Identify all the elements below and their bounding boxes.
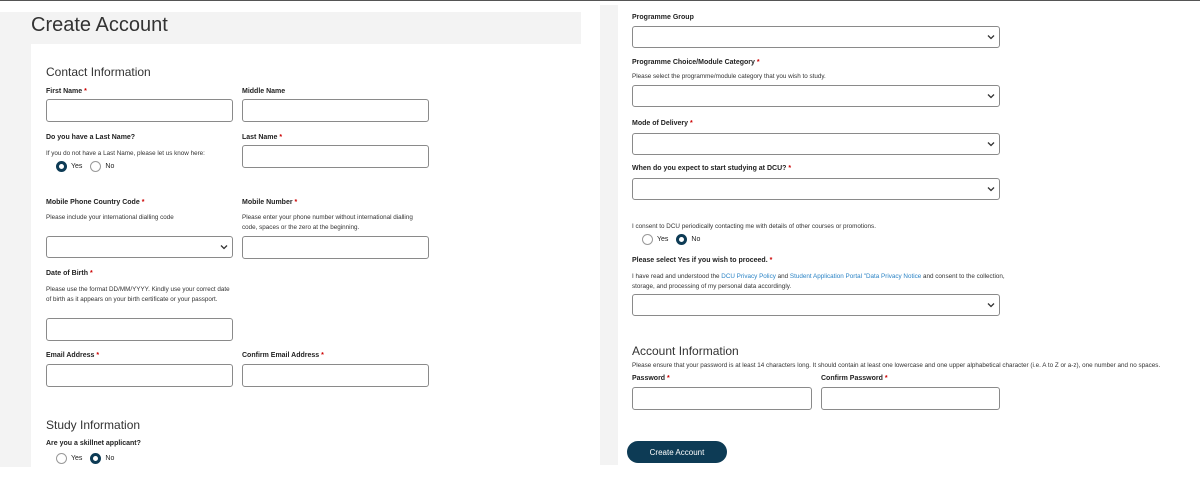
- chevron-down-icon: [987, 92, 995, 100]
- proceed-help: I have read and understood the DCU Privacy Policy and Student Application Portal "Data Privacy Notice and consent to the collection, storage, and processing of my personal data accordingly.: [632, 273, 1005, 290]
- email-field[interactable]: [46, 364, 233, 387]
- last-name-label: Last Name *: [242, 134, 283, 141]
- skillnet-no-radio[interactable]: [90, 453, 101, 464]
- consent-radio-group: [642, 234, 708, 245]
- last-name-radio-group: [56, 161, 122, 172]
- password-field[interactable]: [632, 387, 812, 410]
- confirm-password-field[interactable]: [821, 387, 1000, 410]
- middle-name-field[interactable]: [242, 99, 429, 122]
- create-account-button[interactable]: Create Account: [627, 441, 727, 463]
- date-of-birth-label: Date of Birth *: [46, 270, 93, 277]
- password-requirements-help: Please ensure that your password is at least 14 characters long. It should contain at least one lowercase and one upper alphabetical character (i.e. A to Z or a-z), one number and no spaces.: [632, 362, 1161, 369]
- proceed-select[interactable]: [632, 294, 1000, 316]
- confirm-email-field[interactable]: [242, 364, 429, 387]
- programme-choice-help: Please select the programme/module category that you wish to study.: [632, 73, 826, 80]
- last-name-question-label: Do you have a Last Name?: [46, 134, 136, 141]
- page-title: Create Account: [31, 14, 168, 36]
- mobile-country-code-label: Mobile Phone Country Code *: [46, 199, 145, 206]
- mobile-number-field[interactable]: [242, 236, 429, 259]
- chevron-down-icon: [220, 243, 228, 251]
- consent-yes-radio[interactable]: [642, 234, 653, 245]
- chevron-down-icon: [987, 140, 995, 148]
- password-label: Password *: [632, 375, 670, 382]
- contact-information-heading: Contact Information: [46, 65, 151, 79]
- programme-group-label: Programme Group: [632, 14, 694, 21]
- no-label: No: [691, 236, 701, 243]
- start-date-label: When do you expect to start studying at DCU? *: [632, 165, 792, 172]
- no-label: No: [105, 455, 115, 462]
- no-label: No: [105, 163, 115, 170]
- account-information-heading: Account Information: [632, 344, 739, 358]
- chevron-down-icon: [987, 33, 995, 41]
- mobile-number-label: Mobile Number *: [242, 199, 298, 206]
- date-of-birth-help: Please use the format DD/MM/YYYY. Kindly use your correct date of birth as it appears on your birth certificate or your passport.: [46, 286, 230, 303]
- proceed-label: Please select Yes if you wish to proceed. *: [632, 257, 773, 264]
- email-label: Email Address *: [46, 352, 100, 359]
- study-information-heading: Study Information: [46, 418, 141, 432]
- first-name-field[interactable]: [46, 99, 233, 122]
- first-name-label: First Name *: [46, 88, 87, 95]
- programme-choice-select[interactable]: [632, 85, 1000, 107]
- start-date-select[interactable]: [632, 178, 1000, 200]
- top-divider: [0, 0, 1200, 1]
- middle-name-label: Middle Name: [242, 88, 286, 95]
- skillnet-question-label: Are you a skillnet applicant?: [46, 440, 141, 447]
- consent-no-radio[interactable]: [676, 234, 687, 245]
- last-name-yes-radio[interactable]: [56, 161, 67, 172]
- mode-of-delivery-label: Mode of Delivery *: [632, 120, 693, 127]
- last-name-question-help: If you do not have a Last Name, please let us know here:: [46, 150, 205, 157]
- last-name-no-radio[interactable]: [90, 161, 101, 172]
- yes-label: Yes: [71, 455, 83, 462]
- last-name-field[interactable]: [242, 145, 429, 168]
- chevron-down-icon: [987, 301, 995, 309]
- chevron-down-icon: [987, 185, 995, 193]
- programme-group-select[interactable]: [632, 26, 1000, 48]
- confirm-password-label: Confirm Password *: [821, 375, 888, 382]
- yes-label: Yes: [71, 163, 83, 170]
- mobile-country-code-help: Please include your international dialling code: [46, 214, 174, 221]
- mobile-number-help: Please enter your phone number without international dialling code, spaces or the zero at the beginning.: [242, 214, 413, 231]
- data-privacy-notice-link[interactable]: Student Application Portal "Data Privacy Notice: [789, 273, 922, 280]
- consent-help: I consent to DCU periodically contacting me with details of other courses or promotions.: [632, 223, 876, 230]
- mobile-country-code-select[interactable]: [46, 236, 233, 258]
- yes-label: Yes: [657, 236, 669, 243]
- confirm-email-label: Confirm Email Address *: [242, 352, 324, 359]
- skillnet-yes-radio[interactable]: [56, 453, 67, 464]
- panel-gap: [600, 5, 618, 465]
- dcu-privacy-policy-link[interactable]: DCU Privacy Policy: [721, 273, 776, 280]
- mode-of-delivery-select[interactable]: [632, 133, 1000, 155]
- skillnet-radio-group: [56, 453, 122, 464]
- programme-choice-label: Programme Choice/Module Category *: [632, 59, 760, 66]
- date-of-birth-field[interactable]: [46, 318, 233, 341]
